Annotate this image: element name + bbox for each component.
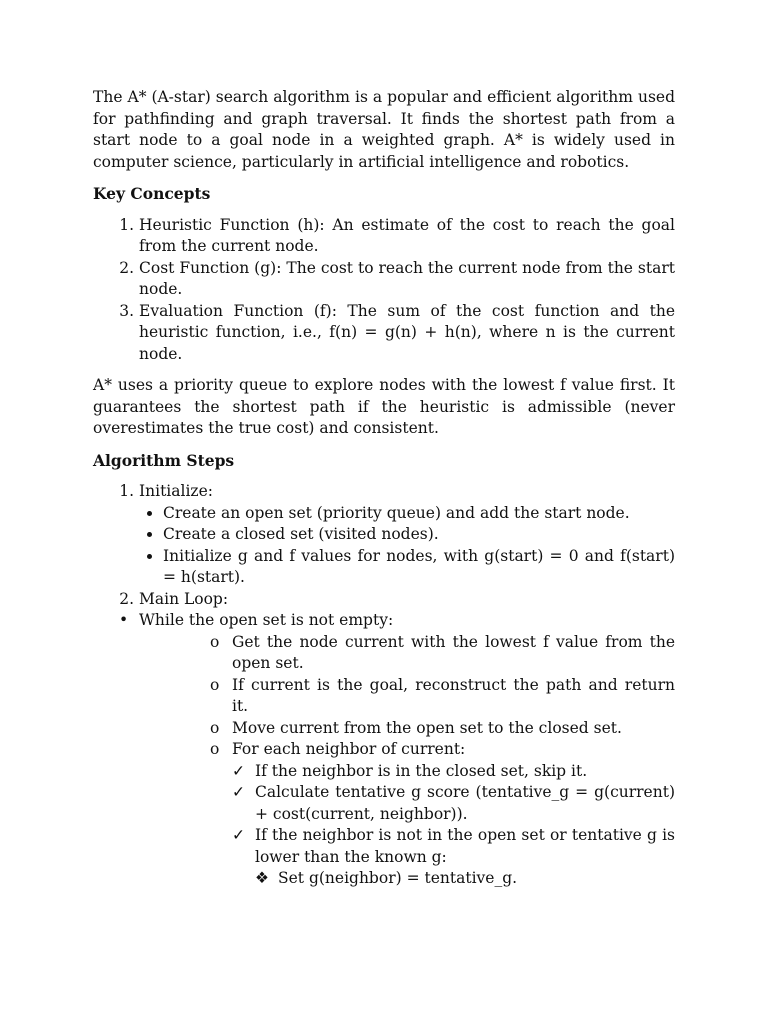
list-item: o Move current from the open set to the closed set. <box>232 718 675 740</box>
key-concept-item: 1. Heuristic Function (h): An estimate of the cost to reach the goal from the current node. <box>139 215 675 258</box>
step-initialize <box>139 481 675 589</box>
checkmark-icon: ✓ <box>232 783 245 801</box>
list-item: o If current is the goal, reconstruct the path and return it. <box>210 675 675 715</box>
algorithm-steps-heading: Algorithm Steps <box>93 450 235 470</box>
key-concept-item: 3. Evaluation Function (f): The sum of the cost function and the heuristic function, i.e., f(n) = g(n) + h(n), where n is the current node. <box>139 301 675 366</box>
intro-paragraph: The A* (A-star) search algorithm is a popular and efficient algorithm used for pathfinding and graph traversal. It finds the shortest path from a start node to a goal node in a weighted graph. A* is widely used in computer science, particularly in artificial intelligence and robotics. <box>93 88 675 171</box>
algorithm-steps-list <box>93 481 675 610</box>
circle-bullet-icon: o <box>210 718 220 737</box>
diamond-bullet-icon: ❖ <box>255 869 269 887</box>
loop-sub-bullets <box>93 632 675 890</box>
circle-bullet-icon: o <box>210 632 220 651</box>
list-item: o Get the node current with the lowest f value from the open set. <box>210 632 675 672</box>
key-concept-item: 2. Cost Function (g): The cost to reach the current node from the start node. <box>139 258 675 301</box>
key-concepts-list <box>93 215 675 366</box>
step-label: Main Loop: <box>139 589 229 608</box>
neighbor-checklist <box>232 761 675 890</box>
priority-queue-paragraph: A* uses a priority queue to explore nodes with the lowest f value first. It guarantees the shortest path if the heuristic is admissible (never overestimates the true cost) and consistent. <box>93 376 675 437</box>
checkmark-icon: ✓ <box>232 826 245 844</box>
document-page <box>93 87 675 890</box>
list-item: • Create an open set (priority queue) and add the start node. <box>163 503 675 525</box>
step-main-loop <box>139 589 675 611</box>
list-item: • Initialize g and f values for nodes, with g(start) = 0 and f(start) = h(start). <box>163 546 675 589</box>
list-item: ✓ If the neighbor is not in the open set or tentative g is lower than the known g: ❖ Set g(neighbor) = tentative_g. <box>255 825 675 890</box>
update-list <box>255 868 675 890</box>
list-item: ✓ Calculate tentative g score (tentative_g = g(current) + cost(current, neighbor)). <box>232 783 675 823</box>
list-item: ❖ Set g(neighbor) = tentative_g. <box>278 868 675 890</box>
list-item: o For each neighbor of current: ✓ If the neighbor is in the closed set, skip it. ✓ Calculate tentative g score (tentative_g = g(current) + cost(current, neighbor)). ✓ If the neighbor is not in the open set or tentative g is lower than the known g: ❖ Set g(neighbor) = tentative_g. <box>232 739 675 890</box>
list-item: ✓ If the neighbor is in the closed set, skip it. <box>255 761 675 783</box>
step-label: Initialize: <box>139 482 213 500</box>
circle-bullet-icon: o <box>210 675 220 694</box>
checkmark-icon: ✓ <box>232 761 245 780</box>
while-loop-item: • While the open set is not empty: <box>93 610 675 632</box>
circle-bullet-icon: o <box>210 740 220 758</box>
initialize-bullets <box>139 503 675 589</box>
list-item: • Create a closed set (visited nodes). <box>163 524 675 546</box>
key-concepts-heading: Key Concepts <box>93 184 211 203</box>
